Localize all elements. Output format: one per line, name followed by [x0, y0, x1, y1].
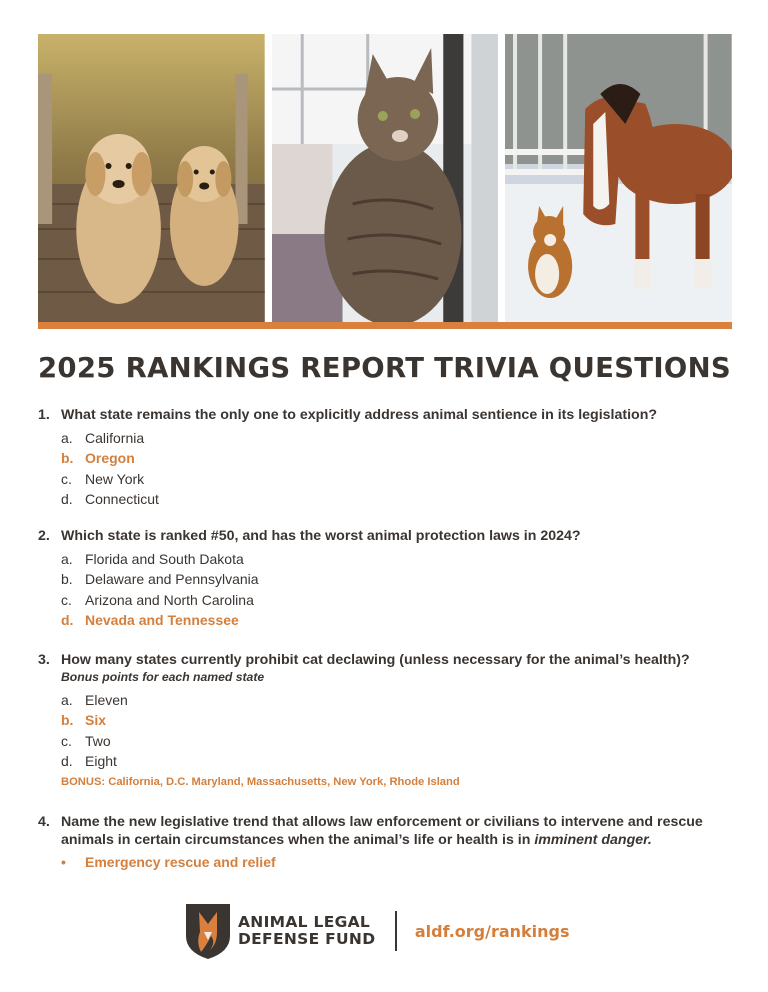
question-text-main: Name the new legislative trend that allows law enforcement or civilians to intervene and rescue animals in certain circumstances when the animal’s life or health is in: [61, 814, 703, 848]
option-text: Six: [85, 712, 107, 729]
question-2: [38, 527, 738, 630]
question-4: [38, 813, 738, 872]
question-number: 2.: [38, 528, 50, 544]
option-text: Oregon: [85, 450, 135, 467]
question-number: 4.: [38, 814, 50, 830]
answer-option: [38, 469, 738, 489]
photo-strip: [38, 34, 732, 322]
option-text: Eight: [85, 752, 117, 769]
correct-answer-option: [38, 710, 738, 730]
org-name-line-2: DEFENSE FUND: [238, 930, 376, 948]
answer-option: [38, 590, 738, 610]
footer: [186, 902, 570, 960]
option-letter: a.: [61, 692, 73, 708]
question-number: 3.: [38, 652, 50, 668]
option-letter: d.: [61, 752, 73, 769]
dogs-photo: [38, 34, 265, 322]
bonus-note: Bonus points for each named state: [61, 670, 265, 684]
answer-text: Emergency rescue and relief: [85, 854, 276, 870]
option-text: Eleven: [85, 692, 128, 708]
correct-answer-option: [38, 448, 738, 468]
option-text: Delaware and Pennsylvania: [85, 571, 259, 588]
question-text: How many states currently prohibit cat declawing (unless necessary for the animal’s health)?: [61, 652, 690, 668]
aldf-fox-logo-icon: [186, 902, 230, 960]
option-letter: d.: [61, 611, 74, 628]
page-title: 2025 RANKINGS REPORT TRIVIA QUESTIONS: [38, 352, 731, 384]
bullet-dot: •: [61, 854, 66, 870]
question-3: [38, 651, 738, 788]
option-text: Connecticut: [85, 490, 159, 507]
question-text-emphasis: imminent danger.: [534, 832, 652, 848]
option-text: California: [85, 430, 145, 446]
answer-option: [38, 549, 738, 569]
question-text: Which state is ranked #50, and has the worst animal protection laws in 2024?: [61, 528, 581, 544]
horse-dog-photo: [505, 34, 732, 322]
option-text: Nevada and Tennessee: [85, 611, 239, 628]
answer-options: [38, 690, 738, 771]
option-letter: c.: [61, 470, 72, 487]
option-text: Two: [85, 732, 111, 749]
answer-option: [38, 569, 738, 589]
answer-options: [38, 428, 738, 509]
question-1: [38, 406, 738, 509]
option-letter: a.: [61, 551, 73, 567]
correct-answer-bullet: [61, 852, 738, 872]
option-letter: b.: [61, 450, 74, 467]
answer-option: [38, 428, 738, 448]
correct-answer-option: [38, 610, 738, 630]
question-text: [61, 813, 738, 849]
answer-option: [38, 731, 738, 751]
answer-option: [38, 690, 738, 710]
footer-divider: [395, 911, 397, 951]
option-letter: d.: [61, 490, 73, 507]
rankings-url-link[interactable]: aldf.org/rankings: [414, 921, 570, 941]
org-name: [238, 914, 375, 948]
option-text: New York: [85, 470, 145, 487]
question-number: 1.: [38, 407, 50, 423]
answer-option: [38, 751, 738, 771]
option-letter: b.: [61, 712, 74, 729]
option-letter: a.: [61, 430, 73, 446]
option-letter: c.: [61, 732, 72, 749]
answer-option: [38, 489, 738, 509]
bonus-answer: BONUS: California, D.C. Maryland, Massachusetts, New York, Rhode Island: [61, 776, 460, 789]
org-name-line-1: ANIMAL LEGAL: [238, 913, 371, 931]
option-text: Arizona and North Carolina: [85, 591, 254, 608]
cat-photo: [272, 34, 499, 322]
question-text: What state remains the only one to explicitly address animal sentience in its legislation?: [61, 407, 658, 423]
option-letter: c.: [61, 591, 72, 608]
option-letter: b.: [61, 571, 73, 588]
option-text: Florida and South Dakota: [85, 551, 244, 567]
header-accent-rule: [38, 322, 732, 329]
answer-options: [38, 549, 738, 630]
